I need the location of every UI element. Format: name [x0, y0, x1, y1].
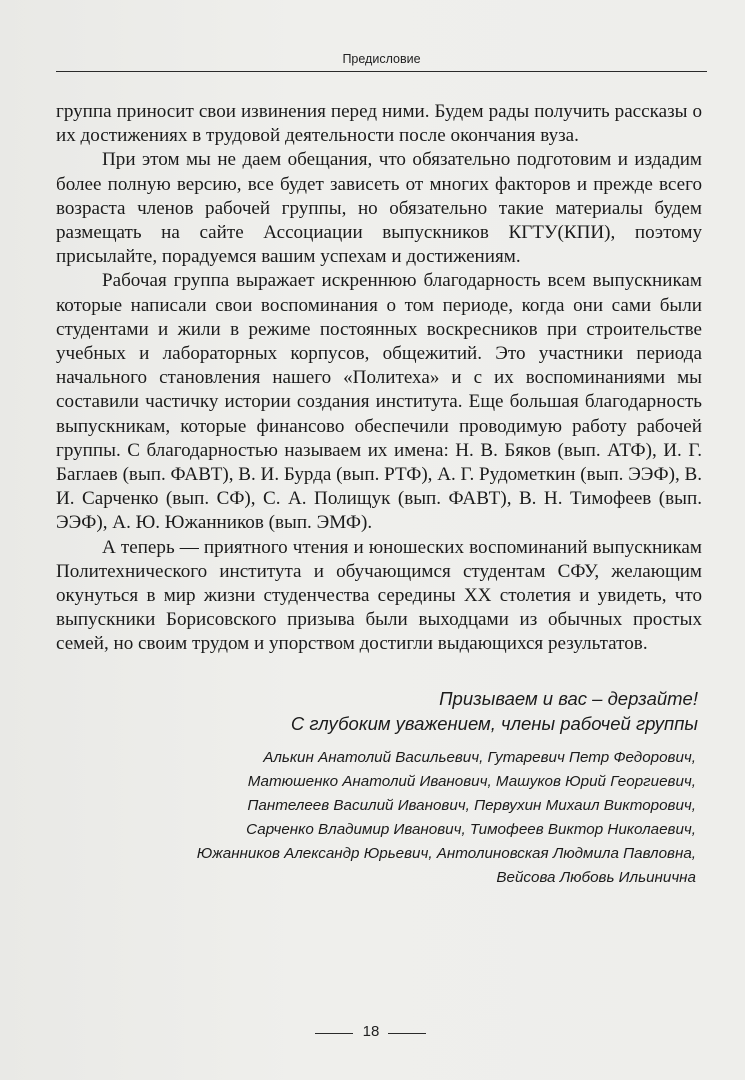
closing-call: Призываем и вас – дерзайте!	[439, 688, 698, 709]
signatory-line: Сарченко Владимир Иванович, Тимофеев Виктор Николаевич,	[246, 820, 696, 838]
signatory-line: Матюшенко Анатолий Иванович, Машуков Юрий Георгиевич,	[247, 772, 696, 790]
paragraph-promise: При этом мы не даем обещания, что обязательно подготовим и издадим более полную версию, все будет зависеть от многих факторов и прежде всего возраста членов рабочей группы, но обязательно такие материалы будем размещать на сайте Ассоциации выпускников КГТУ(КПИ), поэтому присылайте, порадуемся вашим успехам и достижениям.	[56, 149, 702, 268]
header-rule	[56, 71, 707, 72]
signatory-line: Алькин Анатолий Васильевич, Гутаревич Петр Федорович,	[263, 749, 696, 766]
paragraph-gratitude: Рабочая группа выражает искреннюю благодарность всем выпускникам которые написали свои воспоминания о том периоде, когда они сами были студентами и жили в режиме постоянных воскресников при строительстве учебных и лабораторных корпусов, общежитий. Это участники периода начального становления нашего «Политеха» и с их воспоминаниями мы составили частичку истории создания института. Еще большая благодарность выпускникам, которые финансово обеспечили проводимую работу рабочей группы. С благодарностью называем их имена: Н. В. Бяков (вып. АТФ), И. Г. Баглаев (вып. ФАВТ), В. И. Бурда (вып. РТФ), А. Г. Рудометкин (вып. ЭЭФ), В. И. Сарченко (вып. СФ), С. А. Полищук (вып. ФАВТ), В. Н. Тимофеев (вып. ЭЭФ), А. Ю. Южанников (вып. ЭМФ).	[56, 270, 703, 534]
signatory-line: Вейсова Любовь Ильинична	[496, 868, 696, 886]
page-footer	[0, 1023, 745, 1043]
footer-dash-right	[388, 1033, 426, 1034]
signatory-line: Пантелеев Василий Иванович, Первухин Михаил Викторович,	[247, 796, 696, 814]
page-number: 18	[362, 1023, 380, 1040]
paragraph-invitation: А теперь — приятного чтения и юношеских воспоминаний выпускникам Политехнического института и обучающимся студентам СФУ, желающим окунуться в мир жизни студенчества середины XX столетия и увидеть, что выпускники Борисовского призыва были выходцами из обычных простых семей, но своим трудом и упорством достигли выдающихся результатов.	[56, 536, 702, 655]
paragraph-continuation: группа приносит свои извинения перед ними. Будем рады получить рассказы о их достижениях в трудовой деятельности после окончания вуза.	[56, 101, 702, 147]
signatory-line: Южанников Александр Юрьевич, Антолиновская Людмила Павловна,	[196, 844, 696, 862]
running-header: Предисловие	[342, 52, 421, 66]
footer-dash-left	[315, 1033, 353, 1034]
body-text	[56, 100, 702, 657]
closing-regards: С глубоким уважением, члены рабочей группы	[290, 713, 698, 734]
signatories-list	[56, 746, 696, 889]
closing-block	[56, 687, 698, 737]
